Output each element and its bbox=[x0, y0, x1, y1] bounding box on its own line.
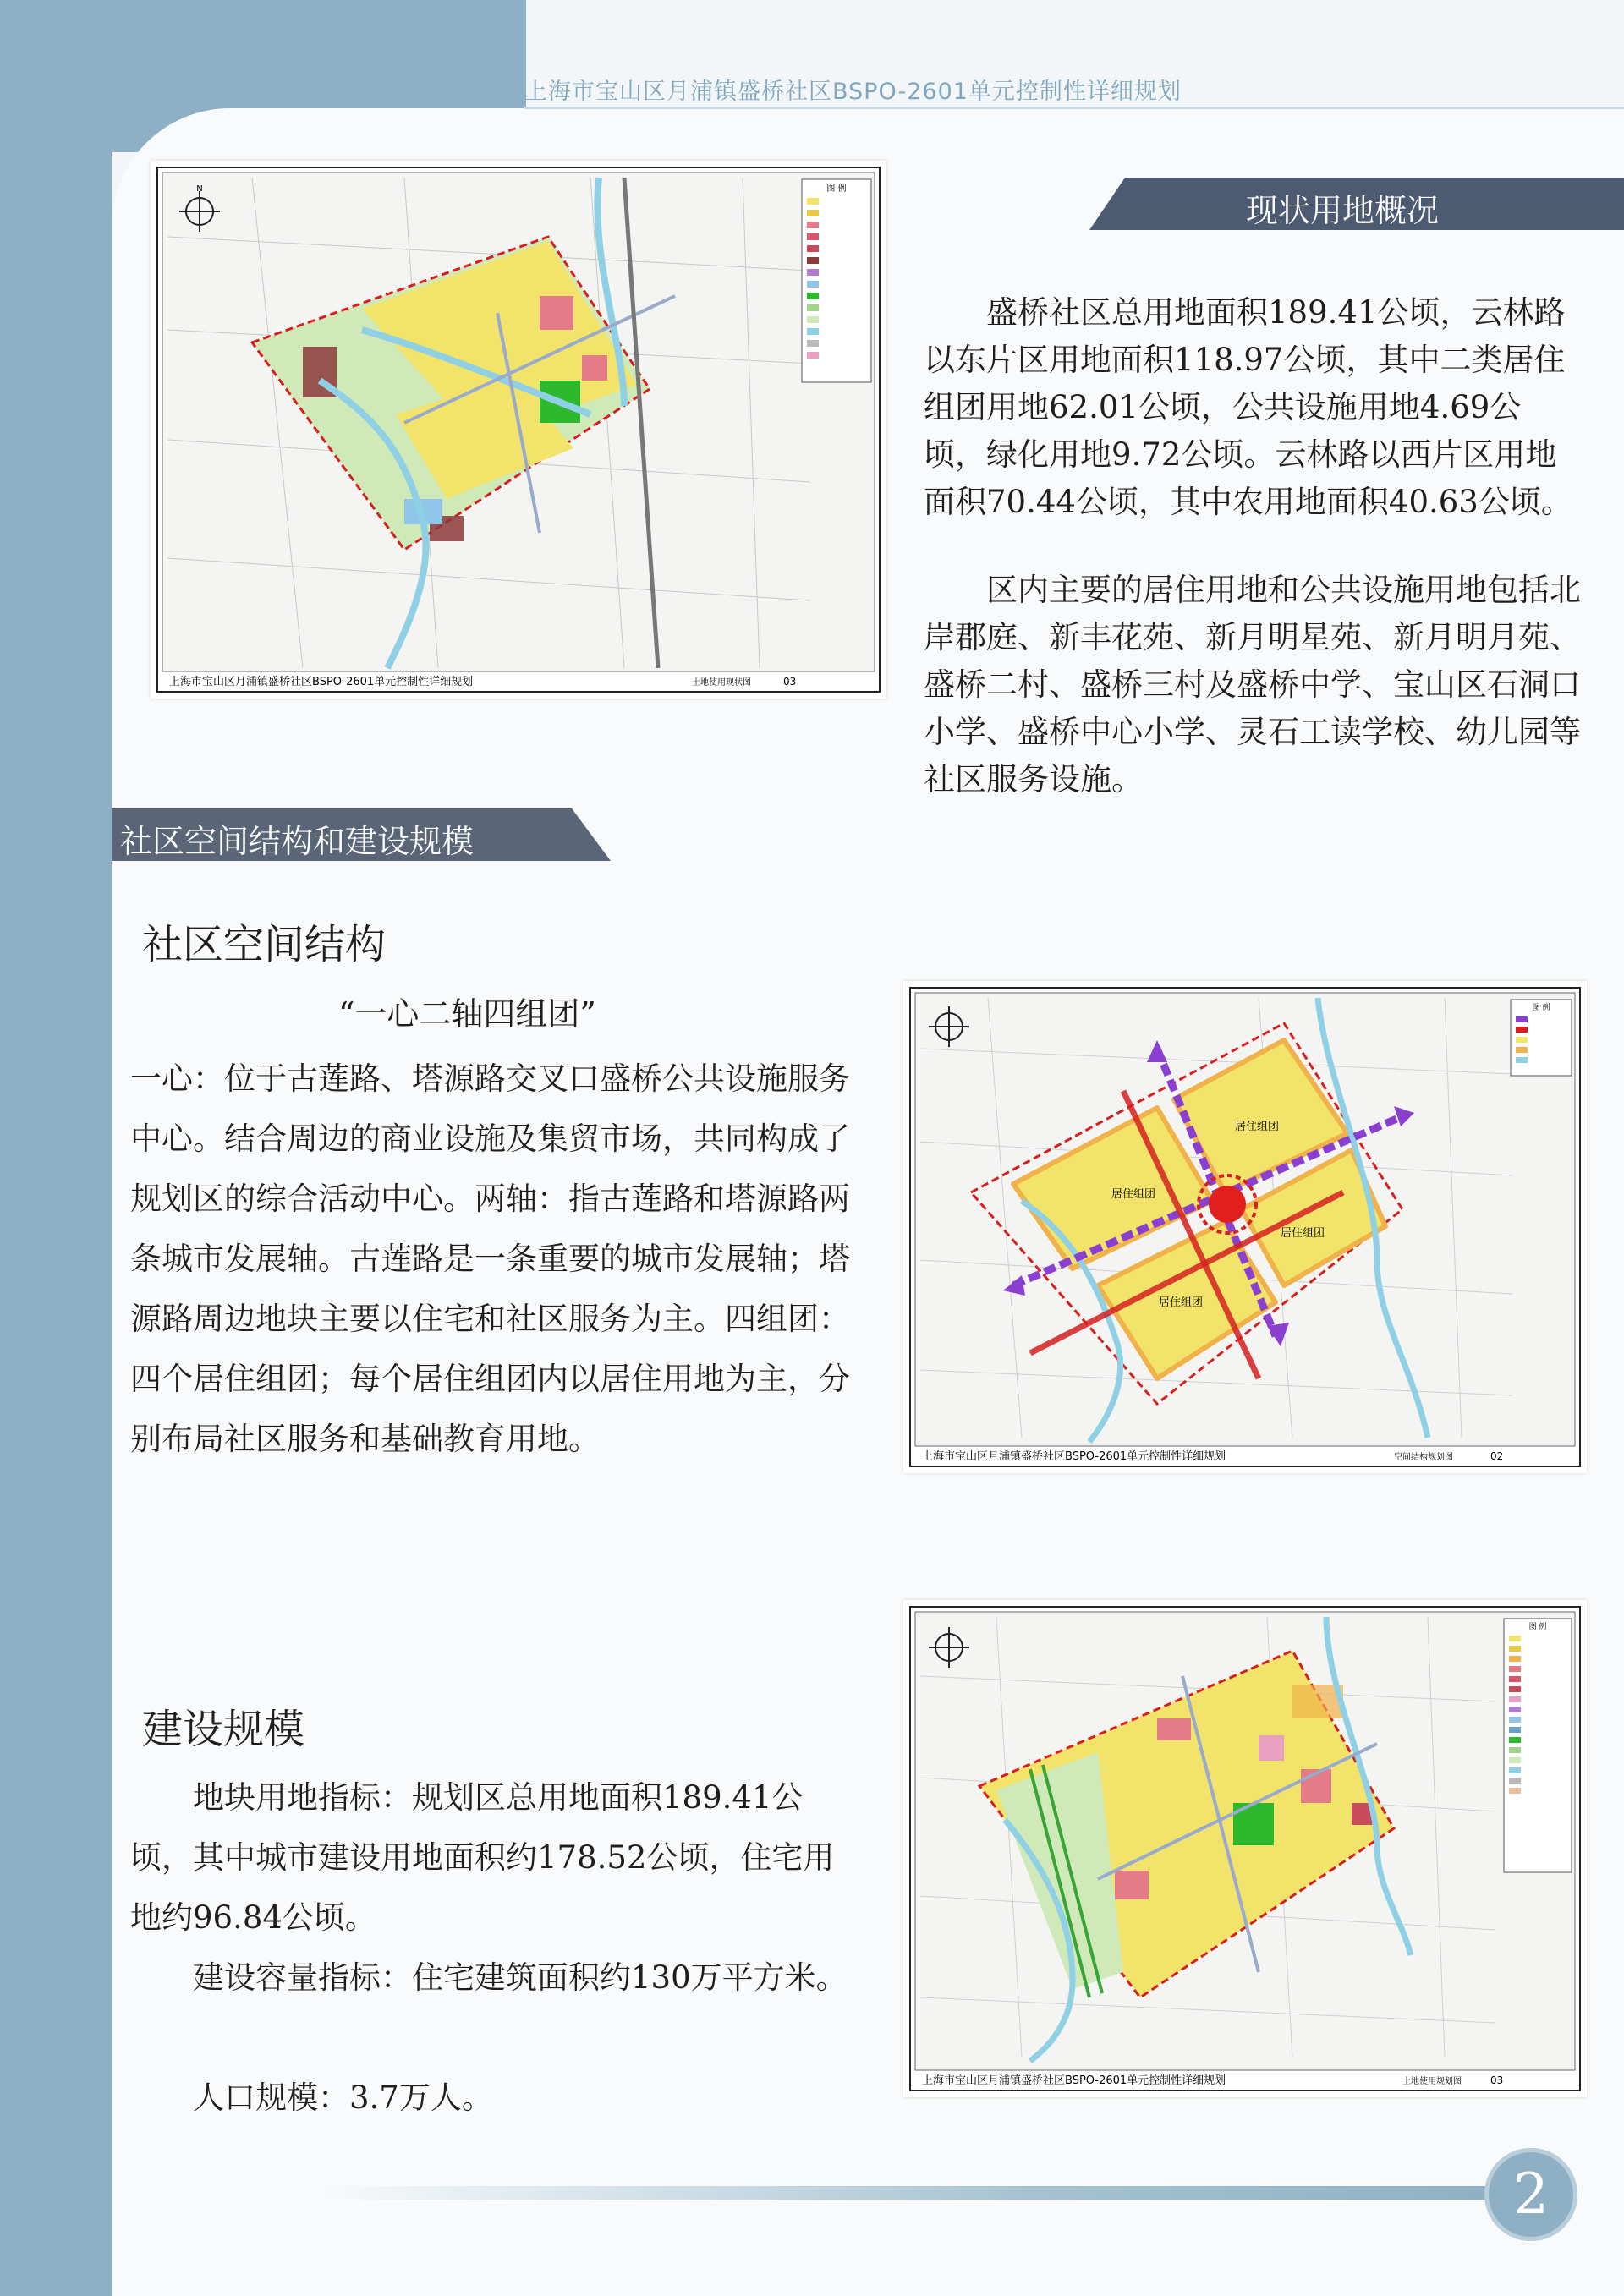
scale-paragraph-land: 地块用地指标：规划区总用地面积189.41公顷，其中城市建设用地面积约178.52公顷，住宅用地约96.84公顷。 bbox=[130, 1779, 835, 1936]
heading-spatial-structure: 社区空间结构 bbox=[142, 921, 387, 968]
heading-construction-scale: 建设规模 bbox=[142, 1706, 305, 1753]
scale-paragraph-population: 人口规模：3.7万人。 bbox=[193, 2080, 493, 2116]
banner-structure-scale bbox=[112, 808, 611, 861]
map2-label-cluster-4: 居住组团 bbox=[1159, 1296, 1204, 1309]
page-number: 2 bbox=[1513, 2162, 1549, 2227]
map2-legend-title: 图 例 bbox=[1532, 1004, 1550, 1012]
map2-label-cluster-2: 居住组团 bbox=[1235, 1121, 1280, 1133]
map-spatial-structure bbox=[903, 981, 1587, 1473]
map3-legend-title: 图 例 bbox=[1528, 1623, 1547, 1631]
structure-slogan: “一心二轴四组团” bbox=[338, 995, 596, 1033]
map1-subtitle: 土地使用现状图 bbox=[692, 678, 751, 688]
map1-title: 上海市宝山区月浦镇盛桥社区BSPO-2601单元控制性详细规划 bbox=[169, 676, 474, 688]
scale-paragraph-capacity: 建设容量指标：住宅建筑面积约130万平方米。 bbox=[193, 1959, 848, 1996]
map3-title: 上海市宝山区月浦镇盛桥社区BSPO-2601单元控制性详细规划 bbox=[922, 2074, 1226, 2087]
side-band bbox=[0, 0, 112, 2296]
banner-current-landuse-label: 现状用地概况 bbox=[1246, 192, 1440, 229]
map2-number: 02 bbox=[1490, 1450, 1504, 1462]
structure-paragraph: 一心：位于古莲路、塔源路交叉口盛桥公共设施服务中心。结合周边的商业设施及集贸市场，共同构成了规划区的综合活动中心。两轴：指古莲路和塔源路两条城市发展轴。古莲路是一条重要的城市发展轴；塔源路周边地块主要以住宅和社区服务为主。四组团：四个居住组团；每个居住组团内以居住用地为主，分别布局社区服务和基础教育用地。 bbox=[130, 1060, 850, 1457]
map1-number: 03 bbox=[783, 676, 797, 688]
page-number-badge bbox=[1484, 2148, 1577, 2241]
banner-current-landuse bbox=[1089, 178, 1624, 230]
map2-subtitle: 空间结构规划图 bbox=[1394, 1453, 1453, 1462]
map3-subtitle: 土地使用规划图 bbox=[1402, 2077, 1462, 2086]
svg-text:N: N bbox=[196, 184, 203, 194]
map2-label-cluster-1: 居住组团 bbox=[1111, 1188, 1156, 1201]
header-title: 上海市宝山区月浦镇盛桥社区BSPO-2601单元控制性详细规划 bbox=[524, 79, 1182, 105]
current-landuse-paragraph-2: 区内主要的居住用地和公共设施用地包括北岸郡庭、新丰花苑、新月明星苑、新月明月苑、盛桥二村、盛桥三村及盛桥中学、宝山区石洞口小学、盛桥中心小学、灵石工读学校、幼儿园等社区服务设施。 bbox=[924, 572, 1581, 797]
current-landuse-paragraph-1: 盛桥社区总用地面积189.41公顷，云林路以东片区用地面积118.97公顷，其中二类居住组团用地62.01公顷，公共设施用地4.69公顷，绿化用地9.72公顷。云林路以西片区用地面积70.44公顷，其中农用地面积40.63公顷。 bbox=[924, 294, 1572, 520]
map2-label-cluster-3: 居住组团 bbox=[1281, 1227, 1325, 1240]
map1-legend-title: 图 例 bbox=[826, 184, 847, 194]
map-land-use-status bbox=[151, 161, 886, 699]
header-divider bbox=[524, 107, 1624, 109]
map-land-use-plan bbox=[903, 1600, 1587, 2097]
map2-title: 上海市宝山区月浦镇盛桥社区BSPO-2601单元控制性详细规划 bbox=[922, 1450, 1226, 1463]
map3-number: 03 bbox=[1490, 2074, 1504, 2086]
banner-structure-scale-label: 社区空间结构和建设规模 bbox=[120, 823, 475, 860]
footer-bar bbox=[321, 2186, 1501, 2200]
